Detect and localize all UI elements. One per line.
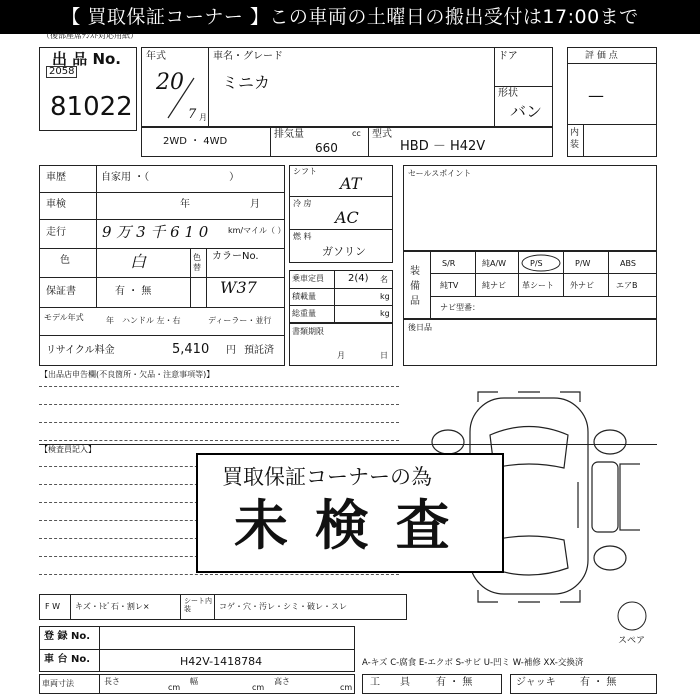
capacity-unit: 名 [380,275,388,284]
year-label: 年式 [146,51,166,62]
drive-type: 2WD ・ 4WD [163,136,228,147]
gross-label: 総重量 [292,309,316,318]
load-label: 積載量 [292,292,316,301]
equipment-label: 装備品 [410,266,420,307]
color-label: 色 [60,255,70,266]
mileage-value: 9 万 3 千 6 1 0 [102,223,209,241]
interior-label: 内装 [570,128,580,150]
dims-length-unit: cm [168,683,181,692]
equip-abs: ABS [620,259,636,268]
jack-value: 有 ・ 無 [580,677,617,688]
shape-value: バン [510,102,543,121]
displacement-unit: cc [352,129,361,138]
registration-label: 登 録 No. [44,631,91,642]
doc-expiry-month: 月 [337,351,345,360]
fuel-value: ガソリン [322,245,366,258]
dealer-type: ディーラー・並行 [208,316,272,325]
auction-banner: 【 買取保証コーナー 】この車両の土曜日の搬出受付は17:00まで [0,0,700,34]
doc-expiry-day: 日 [380,351,388,360]
score-value: — [588,86,604,105]
equip-leather: 革シート [522,281,554,290]
stamp-line1: 買取保証コーナーの為 [222,465,432,489]
displacement-label: 排気量 [274,129,304,140]
load-unit: kg [380,292,390,301]
equip-alloy: 純A/W [482,259,507,268]
inspector-note-label: 【検査員記入】 [40,445,96,454]
warranty-value: 有 ・ 無 [115,286,152,297]
stamp-line2: 未 検 査 [234,494,454,557]
fuel-label: 燃 料 [293,232,312,241]
model-year-unit: 年 [106,316,114,325]
month-unit: 月 [199,113,207,122]
spare-label: スペア [618,636,646,646]
fw-codes: キズ・ﾄﾋﾞ石・割レ× [75,602,150,611]
chassis-number: H42V-1418784 [180,655,263,668]
equip-sr: S/R [442,259,456,268]
recycle-label: リサイクル料金 [46,345,115,356]
tools-label: 工 具 [370,677,410,688]
recycle-unit: 円 [226,345,236,356]
capacity-value: 2(4) [348,273,369,284]
dims-height-unit: cm [340,683,353,692]
fw-label: F W [45,602,61,611]
car-name-label: 車名・グレード [213,51,283,62]
color-change-label: 色替 [193,253,201,273]
equip-ext-navi: 外ナビ [570,281,594,290]
damage-legend: A-キズ C-腐食 E-エクボ S-サビ U-凹ミ W-補修 XX-交換済 [362,658,584,668]
equip-navi: 純ナビ [482,281,506,290]
chassis-label: 車 台 No. [44,654,91,665]
inspection-year-unit: 年 [180,199,190,210]
displacement-value: 660 [315,141,338,155]
handle-side: ハンドル 左・右 [122,316,181,325]
aircon-value: AC [335,208,359,227]
warranty-label: 保証書 [46,286,76,297]
aircon-label: 冷 房 [293,199,312,208]
door-label: ドア [498,51,518,62]
color-value: 白 [130,252,147,271]
history-value: 自家用 ・（ ） [101,172,240,183]
seat-codes: コゲ・穴・汚レ・シミ・破レ・スレ [219,602,347,611]
car-name: ミニカ [222,73,271,92]
later-items-box [403,319,657,366]
equip-ps: P/S [530,259,543,268]
gross-unit: kg [380,309,390,318]
dims-width-unit: cm [252,683,265,692]
seat-label: シート内装 [184,597,212,614]
inspection-label: 車検 [46,199,66,210]
dims-label: 車両寸法 [42,679,74,688]
recycle-status: 預託済 [244,345,274,356]
equip-airbag: エアB [616,281,638,290]
score-label: 評 価 点 [585,51,618,61]
model-year-label: モデル年式 [44,313,84,322]
listing-number: 81022 [50,92,133,122]
shift-label: シフト [293,167,317,176]
inspection-month-unit: 月 [250,199,260,210]
history-label: 車歴 [46,172,66,183]
later-items-label: 後日品 [408,323,432,332]
shift-value: AT [340,174,362,193]
top-note: （後部座席ﾃﾝｽﾄ対応用紙） [42,31,138,40]
listing-no-label: 出 品 No. [52,50,122,68]
recycle-value: 5,410 [172,342,210,357]
sales-point-label: セールスポイント [408,169,472,178]
dims-length: 長さ [104,677,120,686]
color-no-label: カラーNo. [212,251,259,262]
equip-pw: P/W [575,259,591,268]
equip-ps-circle [520,253,562,273]
doc-expiry-label: 書類期限 [292,327,324,336]
capacity-label: 乗車定員 [292,274,324,283]
mileage-label: 走行 [46,227,66,238]
year-value: 20 [156,70,184,95]
unverified-stamp [196,453,504,573]
listing-small-number: 2058 [46,66,77,78]
seller-note-label: 【出品店申告欄(不良箇所・欠品・注意事項等)】 [40,370,215,379]
model-value: HBD － H42V [400,139,486,154]
shape-label: 形状 [498,88,518,99]
dims-width: 幅 [190,677,198,686]
mileage-unit: km/マイル（ ） [228,226,286,235]
year-month: 7 [188,107,197,122]
equip-tv: 純TV [440,281,459,290]
spare-tire-icon [616,600,648,632]
dims-height: 高さ [274,677,290,686]
jack-label: ジャッキ [516,677,556,688]
tools-value: 有 ・ 無 [436,677,473,688]
color-no-value: W37 [220,278,257,297]
equip-navi-model: ナビ型番： [440,303,480,312]
model-label: 型式 [372,129,392,140]
